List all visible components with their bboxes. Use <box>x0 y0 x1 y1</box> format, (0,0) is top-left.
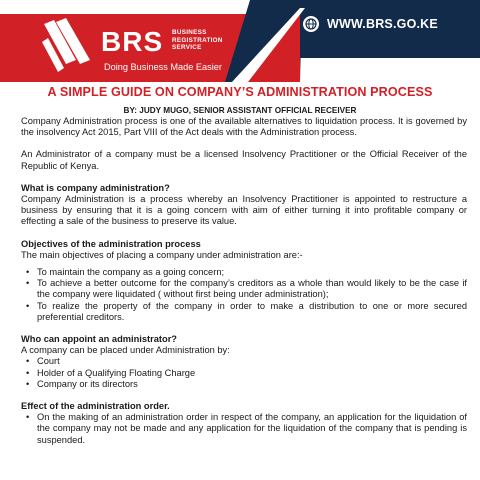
logo-sub-line: REGISTRATION <box>172 36 223 44</box>
header-banner <box>0 0 480 82</box>
section-text: The main objectives of placing a company under administration are:- <box>21 249 303 260</box>
website-url: WWW.BRS.GO.KE <box>327 17 438 31</box>
section-text: Company Administration is a process whereby an Insolvency Practitioner is appointed to restructure a business by ensuring that it is a going concern with aim of either turning it into profitable company or effecting a sale of the business to preserve its value. <box>21 194 467 227</box>
appointers-list <box>21 356 467 390</box>
logo-name: BRS <box>101 26 164 57</box>
section-text: A company can be placed under Administration by: <box>21 345 230 356</box>
website-link[interactable] <box>303 16 438 32</box>
globe-icon <box>303 16 319 32</box>
list-item: • On the making of an administration order in respect of the company, an application for the liquidation of the company may not be made and any application for the liquidation of the company that is pending is suspended. <box>37 412 467 446</box>
effect-list <box>21 412 467 446</box>
intro-paragraph: Company Administration process is one of the available alternatives to liquidation process. It is governed by the insolvency Act 2015, Part VIII of the Act deals with the Administration process. <box>21 116 467 138</box>
list-item: • Company or its directors <box>37 379 467 390</box>
section-heading: What is company administration? <box>21 182 170 193</box>
objectives-list <box>21 267 467 323</box>
list-item: • Court <box>37 356 467 367</box>
section-heading: Who can appoint an administrator? <box>21 334 177 345</box>
section-heading: Objectives of the administration process <box>21 238 201 249</box>
article <box>0 116 480 446</box>
logo-sub-line: SERVICE <box>172 44 202 52</box>
intro-paragraph: An Administrator of a company must be a licensed Insolvency Practitioner or the Official Receiver of the Republic of Kenya. <box>21 149 467 171</box>
list-item: • To realize the property of the company in order to make a distribution to one or more secured preferential creditors. <box>37 301 467 323</box>
section-heading: Effect of the administration order. <box>21 401 170 412</box>
document-body <box>0 84 480 446</box>
author-byline: BY: JUDY MUGO, SENIOR ASSISTANT OFFICIAL RECEIVER <box>123 106 357 115</box>
brs-logo-mark-icon <box>40 18 98 76</box>
tagline: Doing Business Made Easier <box>104 62 222 72</box>
logo-subtitle <box>172 29 223 52</box>
list-item: • To maintain the company as a going concern; <box>37 267 467 278</box>
logo-sub-line: BUSINESS <box>172 29 207 36</box>
page-title: A SIMPLE GUIDE ON COMPANY’S ADMINISTRATION PROCESS <box>47 85 433 99</box>
list-item: • To achieve a better outcome for the company’s creditors as a whole than would likely to be the case if the company were liquidated ( without first being under administration); <box>37 278 467 300</box>
list-item: • Holder of a Qualifying Floating Charge <box>37 368 467 379</box>
